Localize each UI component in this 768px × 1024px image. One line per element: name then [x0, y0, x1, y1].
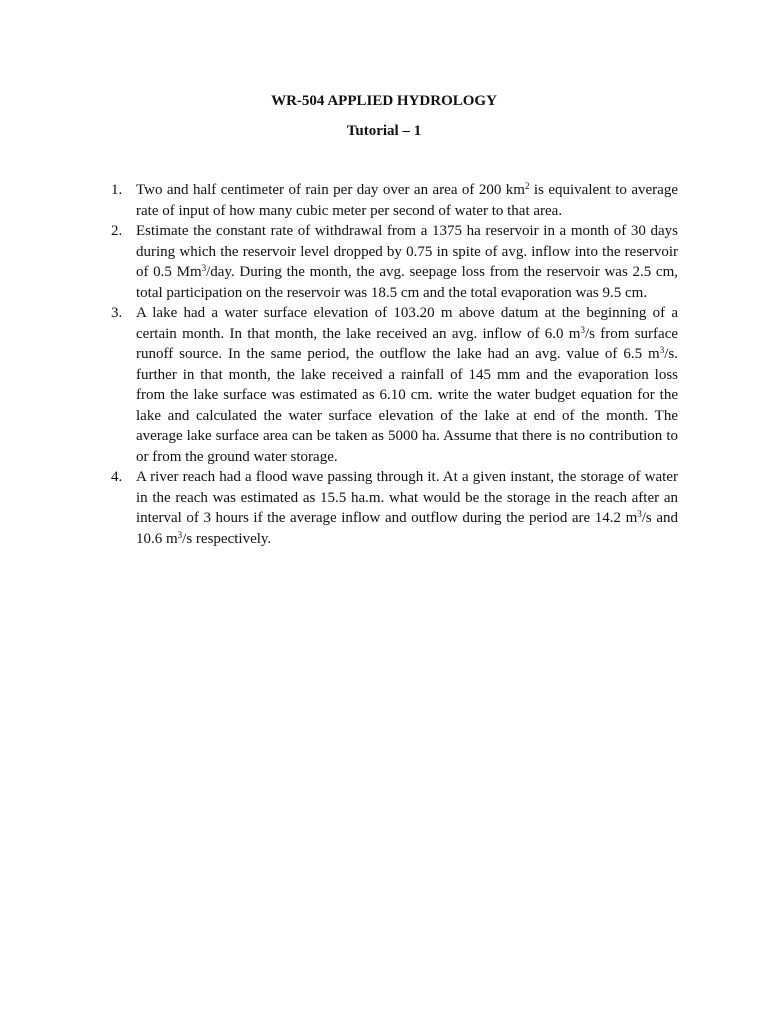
- question-number: 4.: [111, 469, 123, 485]
- question-text: [136, 467, 678, 549]
- question-number: 2.: [111, 223, 123, 239]
- question-item: [108, 467, 678, 549]
- question-text: [136, 221, 678, 303]
- superscript: 3: [580, 324, 585, 335]
- superscript: 3: [177, 529, 183, 540]
- superscript: 3: [637, 509, 642, 519]
- question-number: 3.: [111, 305, 123, 321]
- question-item: [108, 221, 678, 303]
- superscript: 2: [524, 181, 530, 191]
- question-text-segment: Two and half centimeter of rain per day over an area of 200 km: [136, 182, 525, 198]
- question-text-segment: /s. further in that month, the lake received a rainfall of 145 mm and the evaporation loss from the lake surface was estimated as 6.10 cm. write the water budget equation for the lake and calculated the water surface elevation of the lake at end of the month. The average lake surface area can be taken as 5000 ha. Assume that there is no contribution to or from the ground water storage.: [136, 346, 678, 465]
- question-text-segment: is equivalent to average rate of input of how many cubic meter per second of water to that area.: [136, 182, 678, 219]
- question-text-segment: A river reach had a flood wave passing through it. At a given instant, the storage of water in the reach was estimated as 15.5 ha.m. what would be the storage in the reach after an interval of 3 hours if the average inflow and outflow during the period are 14.2 m: [136, 469, 678, 526]
- question-text-segment: A lake had a water surface elevation of 103.20 m above datum at the beginning of a certain month. In that month, the lake received an avg. inflow of 6.0 m: [136, 305, 678, 342]
- question-text-segment: /day. During the month, the avg. seepage loss from the reservoir was 2.5 cm, total participation on the reservoir was 18.5 cm and the total evaporation was 9.5 cm.: [136, 264, 678, 301]
- question-number: 1.: [111, 182, 123, 198]
- question-text: [136, 303, 678, 467]
- document-title: WR-504 APPLIED HYDROLOGY: [271, 93, 497, 109]
- question-text-segment: /s from surface runoff source. In the same period, the outflow the lake had an avg. value of 6.5 m: [136, 325, 679, 362]
- question-item: [108, 303, 678, 467]
- superscript: 3: [201, 263, 207, 273]
- question-text-segment: /s and 10.6 m: [136, 510, 678, 547]
- question-list: [108, 180, 678, 549]
- question-text: [136, 180, 678, 221]
- superscript: 3: [659, 345, 665, 355]
- question-text-segment: Estimate the constant rate of withdrawal from a 1375 ha reservoir in a month of 30 days during which the reservoir level dropped by 0.75 in spite of avg. inflow into the reservoir of 0.5 Mm: [136, 223, 678, 280]
- question-item: [108, 180, 678, 221]
- question-text-segment: /s respectively.: [182, 530, 272, 547]
- document-subtitle: Tutorial – 1: [346, 123, 422, 139]
